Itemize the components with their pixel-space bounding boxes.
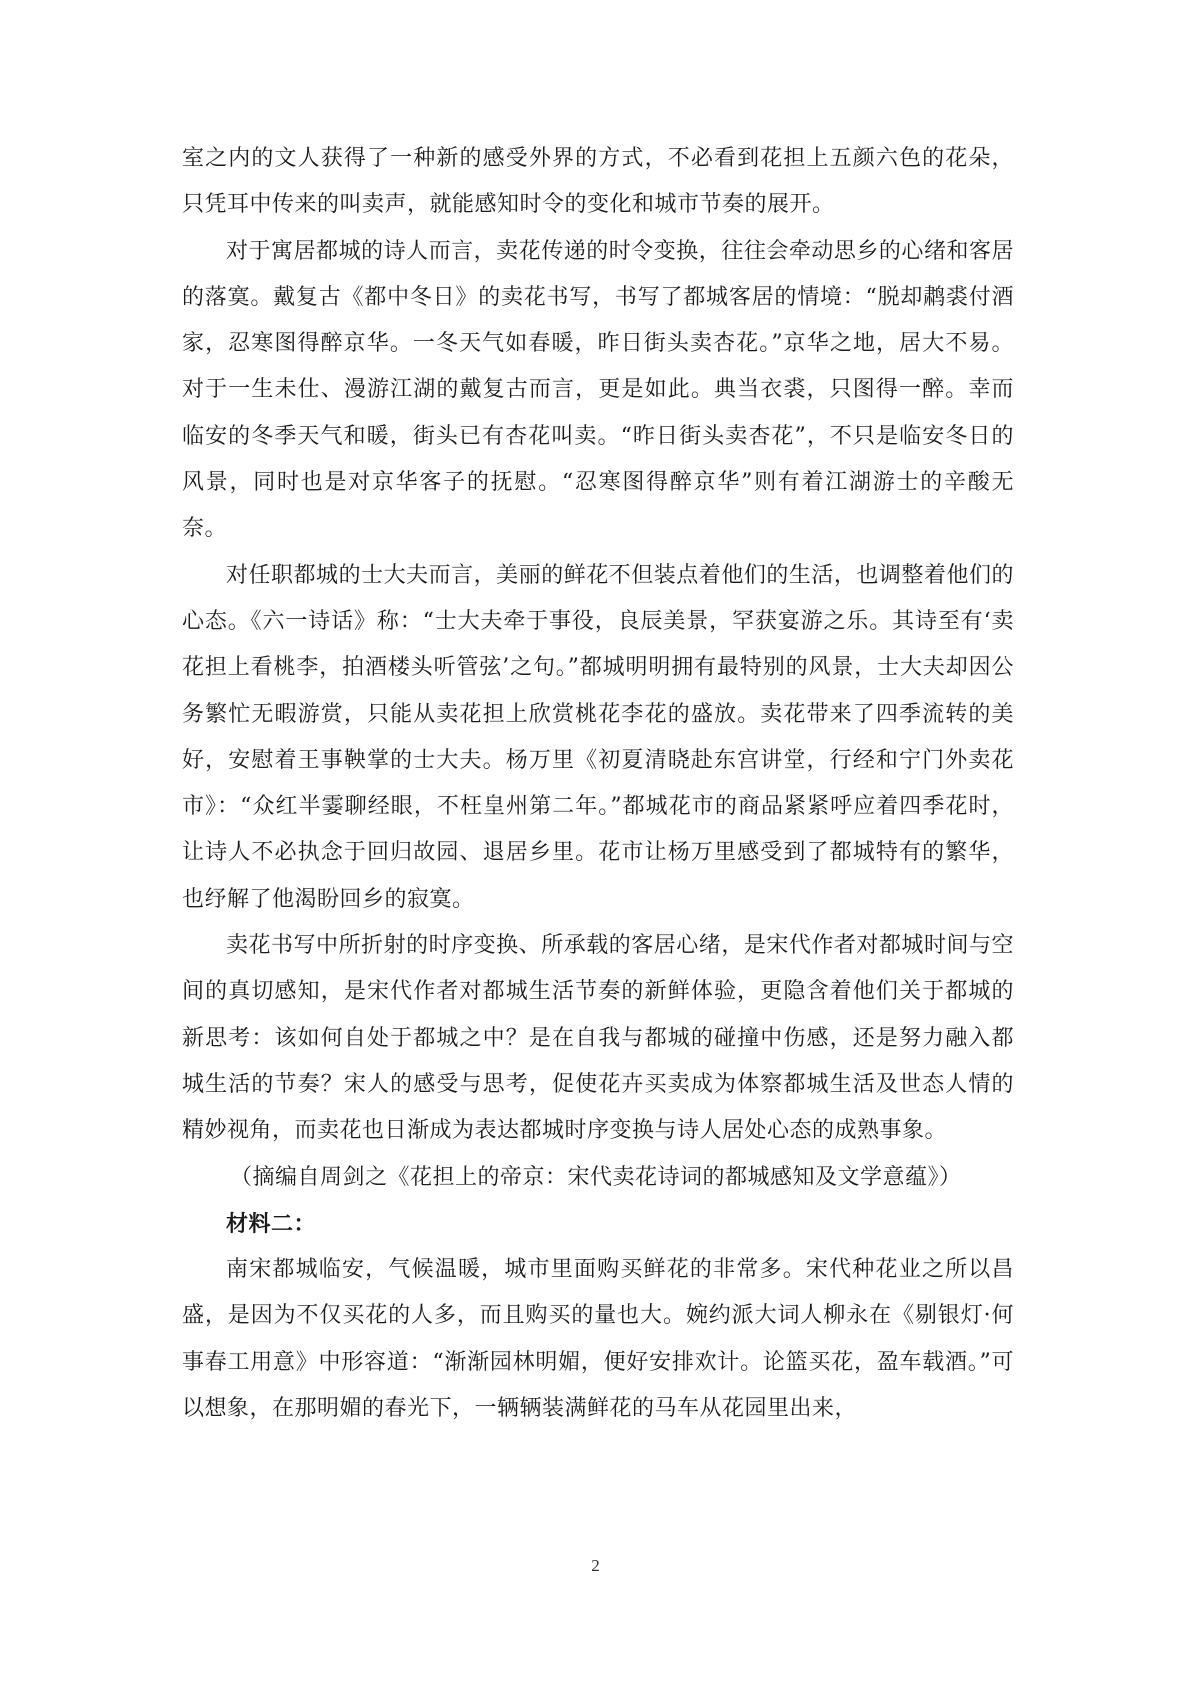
document-body [182, 136, 1014, 1432]
page-number: 2 [591, 1556, 600, 1575]
paragraph-scholar-officials: 对任职都城的士大夫而言，美丽的鲜花不但装点着他们的生活，也调整着他们的心态。《六一诗话》称：“士大夫牵于事役，良辰美景，罕获宴游之乐。其诗至有‘卖花担上看桃李，拍酒楼头听管弦’之句。”都城明明拥有最特别的风景，士大夫却因公务繁忙无暇游赏，只能从卖花担上欣赏桃花李花的盛放。卖花带来了四季流转的美好，安慰着王事鞅掌的士大夫。杨万里《初夏清晓赴东宫讲堂，行经和宁门外卖花市》：“众红半霎聊经眼，不枉皇州第二年。”都城花市的商品紧紧呼应着四季花时，让诗人不必执念于回归故园、退居乡里。花市让杨万里感受到了都城特有的繁华，也纾解了他渴盼回乡的寂寞。 [182, 562, 1014, 912]
paragraph-dai-fugu: 对于寓居都城的诗人而言，卖花传递的时令变换，往往会牵动思乡的心绪和客居的落寞。戴复古《都中冬日》的卖花书写，书写了都城客居的情境：“脱却鹔裘付酒家，忍寒图得醉京华。一冬天气如春暖，昨日街头卖杏花。”京华之地，居大不易。对于一生未仕、漫游江湖的戴复古而言，更是如此。典当衣裘，只图得一醉。幸而临安的冬季天气和暖，街头已有杏花叫卖。“昨日街头卖杏花”，不只是临安冬日的风景，同时也是对京华客子的抚慰。“忍寒图得醉京华”则有着江湖游士的辛酸无奈。 [182, 238, 1014, 542]
paragraph-continued: 室之内的文人获得了一种新的感受外界的方式，不必看到花担上五颜六色的花朵，只凭耳中传来的叫卖声，就能感知时令的变化和城市节奏的展开。 [182, 146, 1014, 218]
section-heading-material-two: 材料二： [226, 1210, 317, 1237]
paragraph-conclusion: 卖花书写中所折射的时序变换、所承载的客居心绪，是宋代作者对都城时间与空间的真切感知，是宋代作者对都城生活节奏的新鲜体验，更隐含着他们关于都城的新思考：该如何自处于都城之中？是在自我与都城的碰撞中伤感，还是努力融入都城生活的节奏？宋人的感受与思考，促使花卉买卖成为体察都城生活及世态人情的精妙视角，而卖花也日渐成为表达都城时序变换与诗人居处心态的成熟事象。 [182, 933, 1014, 1144]
paragraph-material-two: 南宋都城临安，气候温暖，城市里面购买鲜花的非常多。宋代种花业之所以昌盛，是因为不仅买花的人多，而且购买的量也大。婉约派大词人柳永在《剔银灯·何事春工用意》中形容道：“渐渐园林明媚，便好安排欢计。论篮买花，盈车载酒。”可以想象，在那明媚的春光下，一辆辆装满鲜花的马车从花园里出来， [182, 1257, 1014, 1422]
source-citation: （摘编自周剑之《花担上的帝京：宋代卖花诗词的都城感知及文学意蕴》） [230, 1164, 962, 1190]
